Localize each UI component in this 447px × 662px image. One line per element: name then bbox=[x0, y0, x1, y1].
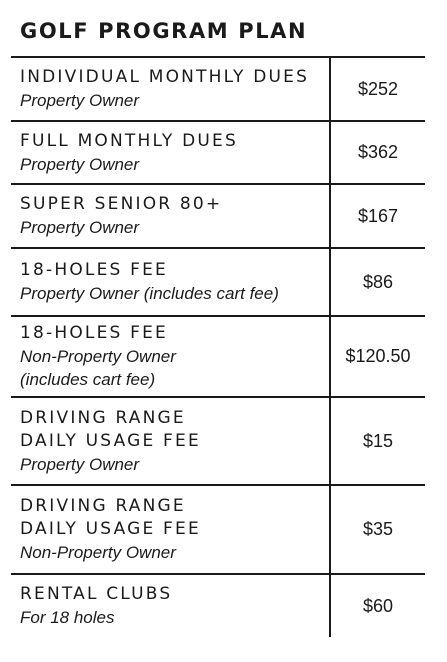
row-price: $252 bbox=[357, 78, 399, 99]
row-description bbox=[11, 185, 331, 247]
row-price: $120.50 bbox=[345, 346, 411, 366]
row-price: $60 bbox=[362, 595, 394, 616]
row-title: INDIVIDUAL MONTHLY DUES bbox=[20, 67, 310, 87]
table-row-18-holes-non-owner bbox=[11, 317, 425, 398]
row-title: RENTAL CLUBS bbox=[20, 584, 173, 604]
row-description bbox=[11, 398, 331, 484]
row-title: 18-HOLES FEE bbox=[20, 323, 168, 343]
row-subtitle: For 18 holes bbox=[20, 608, 115, 627]
table-row-18-holes-owner bbox=[11, 249, 425, 317]
row-subtitle: Non-Property Owner (includes cart fee) bbox=[20, 347, 176, 389]
row-description bbox=[11, 58, 331, 120]
row-title: DRIVING RANGE DAILY USAGE FEE bbox=[20, 407, 201, 451]
row-description bbox=[11, 575, 331, 637]
table-row-full-monthly-dues bbox=[11, 122, 425, 185]
row-description bbox=[11, 249, 331, 315]
row-subtitle: Property Owner bbox=[20, 218, 140, 237]
table-row-driving-range-owner bbox=[11, 398, 425, 486]
row-price: $167 bbox=[357, 205, 399, 226]
row-price: $15 bbox=[362, 430, 394, 451]
fee-table bbox=[11, 56, 425, 637]
row-price: $35 bbox=[362, 519, 394, 539]
row-title: FULL MONTHLY DUES bbox=[20, 130, 238, 151]
row-description bbox=[11, 486, 331, 573]
row-subtitle: Property Owner bbox=[20, 454, 140, 474]
row-description bbox=[11, 122, 331, 183]
row-subtitle: Property Owner bbox=[20, 91, 140, 110]
table-row-super-senior bbox=[11, 185, 425, 249]
table-row-individual-monthly-dues bbox=[11, 58, 425, 122]
table-row-driving-range-non-owner bbox=[11, 486, 425, 575]
row-title: SUPER SENIOR 80+ bbox=[20, 194, 223, 214]
row-subtitle: Property Owner bbox=[20, 154, 140, 174]
row-title: DRIVING RANGE DAILY USAGE FEE bbox=[20, 496, 201, 539]
row-subtitle: Property Owner (includes cart fee) bbox=[20, 284, 279, 303]
row-description bbox=[11, 317, 331, 396]
row-price: $86 bbox=[362, 271, 394, 292]
row-price: $362 bbox=[357, 142, 399, 162]
row-title: 18-HOLES FEE bbox=[20, 260, 168, 280]
table-row-rental-clubs bbox=[11, 575, 425, 637]
row-subtitle: Non-Property Owner bbox=[20, 543, 176, 562]
page-title: GOLF PROGRAM PLAN bbox=[20, 19, 308, 43]
